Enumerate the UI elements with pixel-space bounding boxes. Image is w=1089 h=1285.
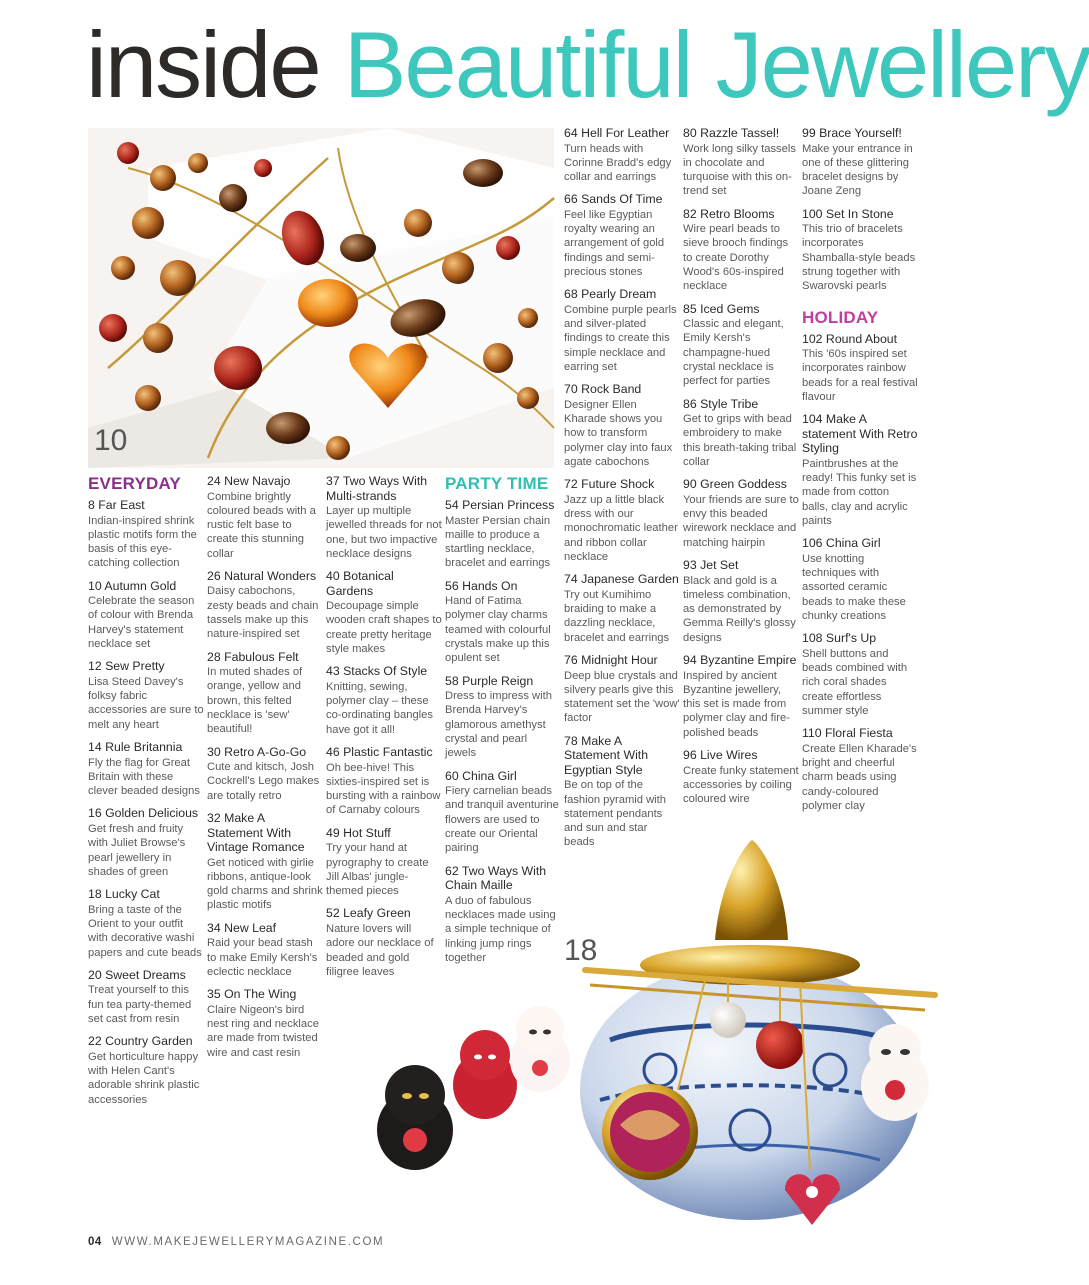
toc-entry[interactable] xyxy=(326,474,442,561)
toc-column-2 xyxy=(207,474,323,1068)
toc-entry-title: 108 Surf's Up xyxy=(802,631,877,646)
toc-entry-description: Combine purple pearls and silver-plated findings to create this simple necklace and earring set xyxy=(564,303,677,374)
toc-entry-description: Dress to impress with Brenda Harvey's glamorous amethyst crystal and pearl jewels xyxy=(445,690,552,760)
toc-entry[interactable] xyxy=(802,207,918,294)
toc-entry[interactable] xyxy=(88,498,204,571)
toc-entry-title: 8 Far East xyxy=(88,498,145,512)
toc-list xyxy=(326,474,442,979)
toc-entry-description: Fly the flag for Great Britain with these clever beaded designs xyxy=(88,756,200,798)
toc-entry-description: Get to grips with bead embroidery to make this breath-taking tribal collar xyxy=(683,413,797,469)
toc-entry[interactable] xyxy=(683,207,799,294)
toc-entry-description: Lisa Steed Davey's folksy fabric accessories are sure to melt any heart xyxy=(88,675,204,731)
toc-entry-title: 90 Green Goddess xyxy=(683,477,787,492)
toc-entry[interactable] xyxy=(802,726,918,813)
toc-entry[interactable] xyxy=(564,126,680,184)
toc-column-4 xyxy=(445,474,561,973)
toc-entry[interactable] xyxy=(88,806,204,879)
toc-list xyxy=(802,332,918,814)
toc-entry[interactable] xyxy=(683,748,799,806)
toc-entry-description: Treat yourself to this fun tea party-themed set cast from resin xyxy=(88,984,192,1025)
toc-entry-title: 82 Retro Blooms xyxy=(683,206,775,221)
toc-entry-description: Black and gold is a timeless combination, as demonstrated by Gemma Reilly's glossy designs xyxy=(683,574,796,644)
page-number: 04 xyxy=(88,1236,102,1248)
toc-entry[interactable] xyxy=(802,332,918,405)
toc-column-1 xyxy=(88,474,204,1115)
toc-entry-title: 102 Round About xyxy=(802,331,898,346)
toc-entry-title: 66 Sands Of Time xyxy=(564,192,663,207)
toc-list xyxy=(207,474,323,1060)
toc-entry[interactable] xyxy=(802,536,918,623)
toc-entry[interactable] xyxy=(326,569,442,656)
toc-entry-description: Inspired by ancient Byzantine jewellery, this set is made from polymer clay and fire-polished beads xyxy=(683,669,790,739)
toc-entry[interactable] xyxy=(802,631,918,718)
toc-entry-description: Create Ellen Kharade's bright and cheerful charm beads using candy-coloured polymer clay xyxy=(802,742,917,812)
toc-entry[interactable] xyxy=(564,477,680,564)
toc-entry[interactable] xyxy=(207,987,323,1060)
toc-entry-title: 10 Autumn Gold xyxy=(88,578,177,593)
website-url[interactable]: WWW.MAKEJEWELLERYMAGAZINE.COM xyxy=(111,1236,385,1248)
toc-entry-description: Bring a taste of the Orient to your outfit with decorative washi papers and cute beads xyxy=(88,903,202,959)
toc-entry-description: Your friends are sure to envy this beaded wirework necklace and matching hairpin xyxy=(683,493,799,549)
toc-entry-title: 96 Live Wires xyxy=(683,748,758,762)
toc-entry[interactable] xyxy=(564,734,680,850)
toc-entry-title: 106 China Girl xyxy=(802,536,881,551)
toc-entry-description: Turn heads with Corinne Bradd's edgy collar and earrings xyxy=(564,142,672,184)
toc-entry-description: Paintbrushes at the ready! This funky set is made from cotton balls, clay and acrylic paints xyxy=(802,457,917,528)
toc-entry[interactable] xyxy=(683,477,799,550)
toc-entry-title: 12 Sew Pretty xyxy=(88,659,165,674)
toc-entry-description: Indian-inspired shrink plastic motifs form the basis of this eye-catching collection xyxy=(88,514,197,570)
title-magazine-name: Beautiful Jewellery xyxy=(343,12,1089,117)
toc-entry-description: Raid your bead stash to make Emily Kersh's eclectic necklace xyxy=(207,937,318,978)
toc-entry-description: Be on top of the fashion pyramid with statement pendants and sun and star beads xyxy=(564,779,666,849)
toc-entry-title: 49 Hot Stuff xyxy=(326,825,391,840)
toc-entry[interactable] xyxy=(88,579,204,652)
toc-entry-title: 68 Pearly Dream xyxy=(564,287,657,302)
toc-entry-description: This '60s inspired set incorporates rainbow beads for a real festival flavour xyxy=(802,348,918,404)
toc-entry[interactable] xyxy=(445,674,561,761)
toc-entry[interactable] xyxy=(445,498,561,571)
toc-column-6 xyxy=(683,126,799,814)
toc-entry-description: Daisy cabochons, zesty beads and chain tassels make up this nature-inspired set xyxy=(207,585,319,641)
toc-entry-title: 80 Razzle Tassel! xyxy=(683,126,780,140)
toc-entry[interactable] xyxy=(207,811,323,913)
toc-entry[interactable] xyxy=(207,474,323,561)
section-heading-holiday: HOLIDAY xyxy=(802,307,879,327)
toc-entry-title: 18 Lucky Cat xyxy=(88,887,160,902)
toc-entry-description: Fiery carnelian beads and tranquil aventurine flowers are used to create our Oriental pairing xyxy=(445,785,559,855)
toc-list xyxy=(88,498,204,1107)
toc-entry-description: Get noticed with girlie ribbons, antique-look gold charms and shrink plastic motifs xyxy=(207,856,323,912)
toc-entry-description: Try your hand at pyrography to create Jill Albas' jungle-themed pieces xyxy=(326,842,429,898)
toc-entry-title: 34 New Leaf xyxy=(207,920,277,935)
toc-entry-title: 16 Golden Delicious xyxy=(88,806,199,821)
toc-entry-title: 32 Make A Statement With Vintage Romance xyxy=(207,811,305,855)
toc-entry[interactable] xyxy=(802,412,918,528)
toc-entry-description: This trio of bracelets incorporates Shamballa-style beads strung together with Swarovski pearls xyxy=(802,223,916,293)
toc-entry-title: 56 Hands On xyxy=(445,578,518,593)
toc-entry-title: 76 Midnight Hour xyxy=(564,653,658,668)
photo-number-bottom: 18 xyxy=(564,934,598,967)
toc-entry[interactable] xyxy=(564,287,680,374)
toc-entry[interactable] xyxy=(445,579,561,666)
section-heading-party-time: PARTY TIME xyxy=(445,474,549,493)
toc-entry[interactable] xyxy=(88,1034,204,1107)
toc-entry-description: Wire pearl beads to sieve brooch findings to create Dorothy Wood's 60s-inspired necklace xyxy=(683,223,789,293)
toc-entry-title: 37 Two Ways With Multi-strands xyxy=(326,474,428,503)
toc-entry-description: Shell buttons and beads combined with rich coral shades create effortless summer style xyxy=(802,647,908,718)
toc-column-3 xyxy=(326,474,442,987)
toc-entry-description: Decoupage simple wooden craft shapes to create pretty heritage style makes xyxy=(326,600,442,656)
toc-entry[interactable] xyxy=(88,887,204,960)
toc-entry-description: Deep blue crystals and silvery pearls give this statement set the 'wow' factor xyxy=(564,669,680,725)
toc-entry-description: Designer Ellen Kharade shows you how to transform polymer clay into faux agate cabochons xyxy=(564,398,673,469)
toc-entry-title: 100 Set In Stone xyxy=(802,206,894,221)
toc-entry[interactable] xyxy=(207,921,323,979)
toc-entry[interactable] xyxy=(564,382,680,469)
toc-entry[interactable] xyxy=(326,826,442,899)
toc-entry-description: Claire Nigeon's bird nest ring and necklace are made from twisted wire and cast resin xyxy=(207,1003,319,1059)
toc-entry-title: 64 Hell For Leather xyxy=(564,126,670,140)
toc-entry-title: 74 Japanese Garden xyxy=(564,572,679,587)
toc-entry-title: 110 Floral Fiesta xyxy=(802,726,893,741)
toc-entry-title: 35 On The Wing xyxy=(207,987,297,1002)
toc-entry[interactable] xyxy=(207,569,323,642)
toc-entry-title: 52 Leafy Green xyxy=(326,906,411,921)
toc-entry[interactable] xyxy=(326,664,442,737)
toc-entry[interactable] xyxy=(445,769,561,856)
toc-entry-title: 54 Persian Princess xyxy=(445,498,555,512)
toc-entry-title: 28 Fabulous Felt xyxy=(207,649,299,664)
toc-list xyxy=(802,126,918,294)
toc-entry-title: 24 New Navajo xyxy=(207,474,291,488)
toc-entry-description: Work long silky tassels in chocolate and turquoise with this on-trend set xyxy=(683,142,796,198)
toc-entry[interactable] xyxy=(683,397,799,470)
toc-entry[interactable] xyxy=(207,745,323,803)
toc-entry[interactable] xyxy=(683,126,799,199)
toc-entry-description: Layer up multiple jewelled threads for not one, but two impactive necklace designs xyxy=(326,505,442,560)
toc-entry-title: 93 Jet Set xyxy=(683,558,739,573)
toc-entry-description: Make your entrance in one of these glittering bracelet designs by Joane Zeng xyxy=(802,142,913,198)
toc-entry-title: 99 Brace Yourself! xyxy=(802,126,902,140)
toc-entry-description: In muted shades of orange, yellow and brown, this felted necklace is 'sew' beautiful! xyxy=(207,666,303,736)
toc-entry[interactable] xyxy=(564,653,680,726)
toc-entry[interactable] xyxy=(683,653,799,740)
toc-entry-description: Jazz up a little black dress with our monochromatic leather and ribbon collar necklace xyxy=(564,493,678,564)
toc-entry-description: A duo of fabulous necklaces made using a simple technique of linking jump rings together xyxy=(445,894,556,964)
toc-entry-title: 78 Make A Statement With Egyptian Style xyxy=(564,733,649,777)
toc-entry-description: Knitting, sewing, polymer clay – these co-ordinating bangles have got it all! xyxy=(326,680,433,736)
toc-entry-title: 22 Country Garden xyxy=(88,1034,193,1049)
toc-entry[interactable] xyxy=(683,558,799,645)
toc-entry[interactable] xyxy=(326,745,442,818)
toc-list xyxy=(445,498,561,965)
toc-list xyxy=(564,126,680,850)
toc-entry[interactable] xyxy=(445,864,561,965)
toc-entry-title: 43 Stacks Of Style xyxy=(326,664,428,679)
toc-entry-title: 14 Rule Britannia xyxy=(88,740,183,755)
toc-entry-description: Nature lovers will adore our necklace of beaded and gold filigree leaves xyxy=(326,922,434,978)
toc-entry-description: Try out Kumihimo braiding to make a dazzling necklace, bracelet and earrings xyxy=(564,588,670,644)
toc-entry-title: 94 Byzantine Empire xyxy=(683,653,797,668)
toc-entry-description: Cute and kitsch, Josh Cockrell's Lego makes are totally retro xyxy=(207,761,320,802)
toc-entry-title: 60 China Girl xyxy=(445,768,517,783)
toc-entry[interactable] xyxy=(683,302,799,389)
toc-entry[interactable] xyxy=(564,572,680,645)
title-inside: inside xyxy=(86,12,320,117)
necklace-photo xyxy=(88,128,554,468)
toc-entry-title: 46 Plastic Fantastic xyxy=(326,745,433,760)
toc-entry-title: 70 Rock Band xyxy=(564,382,642,397)
toc-entry-description: Master Persian chain maille to produce a startling necklace, bracelet and earrings xyxy=(445,514,551,570)
toc-entry[interactable] xyxy=(88,659,204,732)
toc-column-5 xyxy=(564,126,680,858)
toc-entry[interactable] xyxy=(802,126,918,199)
toc-entry-title: 85 Iced Gems xyxy=(683,301,760,316)
toc-entry[interactable] xyxy=(326,906,442,979)
toc-entry-description: Combine brightly coloured beads with a rustic felt base to create this stunning collar xyxy=(207,490,316,560)
toc-entry-description: Feel like Egyptian royalty wearing an arrangement of gold findings and semi-precious stones xyxy=(564,208,665,279)
toc-entry-description: Get horticulture happy with Helen Cant's adorable shrink plastic accessories xyxy=(88,1050,200,1106)
toc-entry-title: 86 Style Tribe xyxy=(683,396,759,411)
toc-entry-description: Create funky statement accessories by coiling coloured wire xyxy=(683,764,799,806)
toc-entry-title: 26 Natural Wonders xyxy=(207,568,317,583)
toc-column-7 xyxy=(802,126,918,821)
toc-entry-description: Classic and elegant, Emily Kersh's champagne-hued crystal necklace is perfect for parties xyxy=(683,318,784,388)
toc-entry-description: Get fresh and fruity with Juliet Browse's pearl jewellery in shades of green xyxy=(88,822,186,878)
toc-entry[interactable] xyxy=(88,740,204,798)
toc-entry-title: 62 Two Ways With Chain Maille xyxy=(445,863,547,893)
toc-entry[interactable] xyxy=(564,192,680,279)
toc-entry-description: Oh bee-hive! This sixties-inspired set is bursting with a rainbow of Carnaby colours xyxy=(326,761,441,817)
toc-entry-title: 72 Future Shock xyxy=(564,477,655,492)
toc-entry-title: 40 Botanical Gardens xyxy=(326,569,394,598)
page-footer xyxy=(88,1236,384,1248)
toc-entry-title: 30 Retro A-Go-Go xyxy=(207,744,307,759)
photo-number-top: 10 xyxy=(94,424,128,457)
toc-entry-title: 20 Sweet Dreams xyxy=(88,967,186,982)
toc-entry[interactable] xyxy=(207,650,323,737)
toc-entry-title: 104 Make A statement With Retro Styling xyxy=(802,412,918,456)
toc-entry-title: 58 Purple Reign xyxy=(445,673,534,688)
toc-list xyxy=(683,126,799,806)
toc-entry[interactable] xyxy=(88,968,204,1026)
toc-entry-description: Celebrate the season of colour with Brenda Harvey's statement necklace set xyxy=(88,595,195,651)
toc-entry-description: Use knotting techniques with assorted ceramic beads to make these chunky creations xyxy=(802,552,906,623)
toc-entry-description: Hand of Fatima polymer clay charms teamed with colourful crystals make up this opulent set xyxy=(445,595,551,665)
page-title xyxy=(86,10,1089,120)
section-heading-everyday: EVERYDAY xyxy=(88,474,181,493)
